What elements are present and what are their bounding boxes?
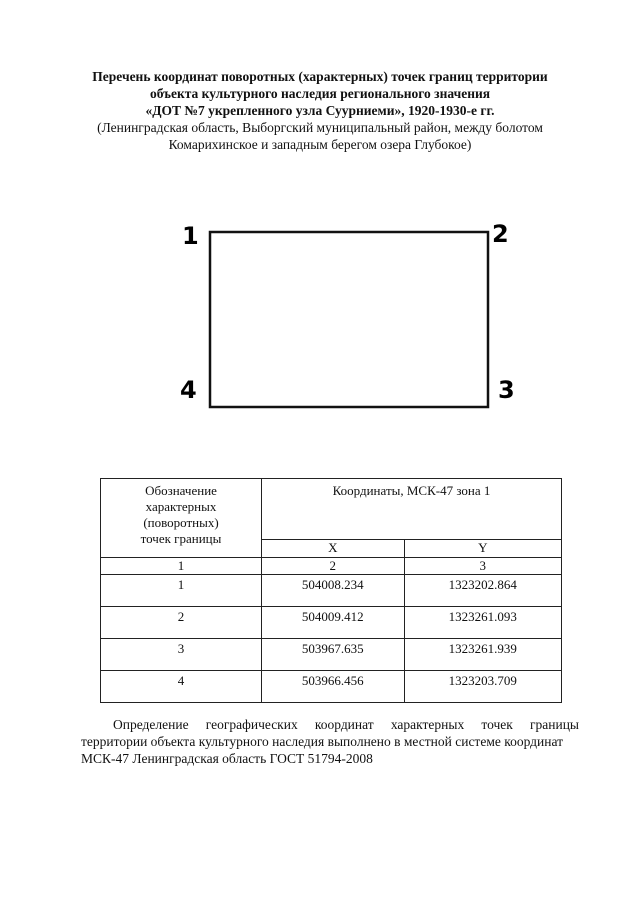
column-index-row: [101, 558, 562, 575]
header-designation-line: Обозначение: [145, 483, 217, 498]
y-cell: 1323202.864: [404, 575, 561, 607]
point-cell: 2: [101, 607, 262, 639]
point-cell: 4: [101, 671, 262, 703]
title-line-4: (Ленинградская область, Выборгский муниципальный район, между болотом: [97, 120, 543, 135]
boundary-svg: [170, 212, 530, 422]
x-cell: 504009.412: [262, 607, 405, 639]
header-x: X: [262, 540, 405, 558]
boundary-rectangle: [210, 232, 488, 407]
point-label-1: 1: [182, 222, 199, 250]
table-row: [101, 639, 562, 671]
boundary-diagram: [170, 212, 530, 422]
index-cell: 3: [404, 558, 561, 575]
point-label-4: 4: [180, 376, 197, 404]
x-cell: 503966.456: [262, 671, 405, 703]
footer-line-3: МСК-47 Ленинградская область ГОСТ 51794-2008: [81, 751, 373, 766]
point-cell: 3: [101, 639, 262, 671]
footer-line-1: Определение географических координат характерных точек границы: [113, 717, 579, 732]
footer-line-2: территории объекта культурного наследия выполнено в местной системе координат: [81, 734, 564, 749]
y-cell: 1323261.093: [404, 607, 561, 639]
title-line-1: Перечень координат поворотных (характерных) точек границ территории: [92, 69, 548, 84]
index-cell: 1: [101, 558, 262, 575]
y-cell: 1323261.939: [404, 639, 561, 671]
title-line-2: объекта культурного наследия регионального значения: [149, 86, 491, 101]
index-cell: 2: [262, 558, 405, 575]
coordinates-table: [100, 478, 562, 703]
header-designation-line: точек границы: [140, 531, 222, 546]
point-label-3: 3: [498, 376, 515, 404]
title-line-3: «ДОТ №7 укрепленного узла Суурниеми», 1920-1930-е гг.: [145, 103, 495, 118]
y-cell: 1323203.709: [404, 671, 561, 703]
x-cell: 503967.635: [262, 639, 405, 671]
header-designation-line: характерных: [145, 499, 217, 514]
table-row: [101, 671, 562, 703]
header-y: Y: [404, 540, 561, 558]
document-title: [40, 68, 600, 153]
header-designation-line: (поворотных): [143, 515, 219, 530]
header-coordinates: Координаты, МСК-47 зона 1: [262, 479, 562, 540]
point-label-2: 2: [492, 220, 509, 248]
point-cell: 1: [101, 575, 262, 607]
header-designation: [101, 479, 262, 558]
table-row: [101, 575, 562, 607]
footer-note: [81, 716, 579, 767]
title-line-5: Комарихинское и западным берегом озера Глубокое): [168, 137, 472, 152]
x-cell: 504008.234: [262, 575, 405, 607]
table-row: [101, 607, 562, 639]
